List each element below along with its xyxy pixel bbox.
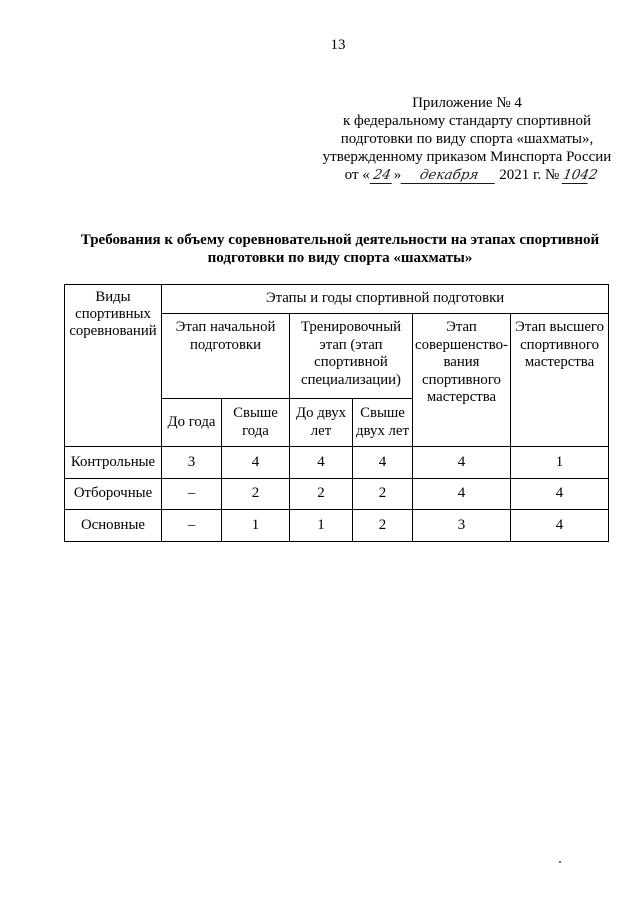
header-line: Тренировочный xyxy=(300,319,402,335)
value-cell: 2 xyxy=(290,479,353,510)
header-line: совершенство- xyxy=(415,336,508,353)
header-line: Свыше xyxy=(233,405,278,421)
value-cell: 4 xyxy=(353,447,413,479)
value-cell: 2 xyxy=(353,479,413,510)
value-cell: 2 xyxy=(353,510,413,542)
order-date-line xyxy=(317,166,617,184)
value-cell: 4 xyxy=(413,479,511,510)
value-cell: 4 xyxy=(511,510,609,542)
header-line: года xyxy=(242,422,269,439)
header-line: Этап начальной xyxy=(175,319,276,335)
header-line: Этап высшего xyxy=(515,319,605,335)
value-cell: 3 xyxy=(413,510,511,542)
title-line: подготовки по виду спорта «шахматы» xyxy=(207,250,473,266)
year-header-up-to-one xyxy=(162,399,222,447)
stages-header: Этапы и годы спортивной подготовки xyxy=(162,285,609,314)
competition-types-header xyxy=(65,285,162,447)
header-line: До двух xyxy=(296,405,346,421)
appendix-title: Приложение № 4 xyxy=(412,95,522,111)
order-day-handwritten: 24 xyxy=(369,168,394,184)
year-header-over-one xyxy=(222,399,290,447)
value-cell: 1 xyxy=(290,510,353,542)
competition-type-cell: Основные xyxy=(65,510,162,542)
appendix-line: подготовки по виду спорта «шахматы», xyxy=(340,131,594,147)
value-cell: 4 xyxy=(413,447,511,479)
header-line: Свыше xyxy=(360,405,405,421)
header-line: двух лет xyxy=(356,422,409,439)
header-line: мастерства xyxy=(426,389,497,405)
header-line: вания xyxy=(443,354,480,370)
value-cell: – xyxy=(162,479,222,510)
table-row xyxy=(65,447,609,479)
header-line: Виды xyxy=(95,289,131,305)
appendix-line: утвержденному приказом Минспорта России xyxy=(322,149,612,165)
order-year-label: 2021 г. № xyxy=(499,167,560,183)
value-cell: 4 xyxy=(222,447,290,479)
order-date-quote: » xyxy=(393,167,402,183)
header-line: специализации) xyxy=(301,371,401,388)
stage-higher-mastery-header xyxy=(511,314,609,447)
competition-requirements-table xyxy=(64,284,609,542)
header-line: спортивного xyxy=(520,336,599,353)
table-row xyxy=(65,479,609,510)
header-line: спортивной xyxy=(314,354,388,370)
value-cell: – xyxy=(162,510,222,542)
stage-training-header xyxy=(290,314,413,399)
value-cell: 2 xyxy=(222,479,290,510)
header-line: спортивных xyxy=(75,306,151,322)
stage-initial-header xyxy=(162,314,290,399)
header-line: Этап xyxy=(446,319,477,335)
header-line: соревнований xyxy=(69,323,157,339)
order-month-handwritten: декабря xyxy=(401,168,498,184)
document-title xyxy=(40,231,640,267)
value-cell: 1 xyxy=(511,447,609,479)
header-line: спортивного xyxy=(422,371,501,388)
year-header-up-to-two xyxy=(290,399,353,447)
title-line: Требования к объему соревновательной деятельности на этапах спортивной xyxy=(80,232,600,248)
value-cell: 4 xyxy=(290,447,353,479)
appendix-block xyxy=(317,94,617,184)
competition-type-cell: Отборочные xyxy=(65,479,162,510)
value-cell: 3 xyxy=(162,447,222,479)
scan-speck xyxy=(559,861,561,863)
value-cell: 4 xyxy=(511,479,609,510)
table-header-row xyxy=(65,285,609,314)
header-line: этап (этап xyxy=(319,336,383,353)
order-date-prefix: от « xyxy=(344,167,370,183)
order-number-handwritten: 1042 xyxy=(562,167,600,183)
header-line: лет xyxy=(310,422,332,439)
page-number: 13 xyxy=(330,37,346,53)
table-row xyxy=(65,510,609,542)
competition-type-cell: Контрольные xyxy=(65,447,162,479)
appendix-line: к федеральному стандарту спортивной xyxy=(342,113,592,129)
value-cell: 1 xyxy=(222,510,290,542)
header-line: подготовки xyxy=(189,336,262,353)
stage-improvement-header xyxy=(413,314,511,447)
header-line: До года xyxy=(167,413,216,430)
year-header-over-two xyxy=(353,399,413,447)
header-line: мастерства xyxy=(524,354,595,370)
